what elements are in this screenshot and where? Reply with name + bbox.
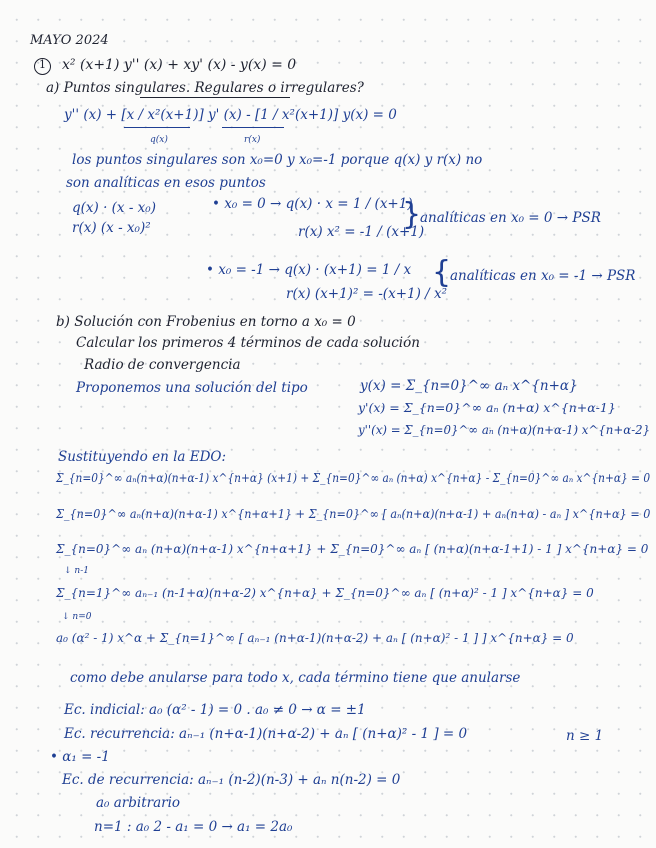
- label-r: r(x): [244, 135, 261, 145]
- x0-minus-one-line-1: • x₀ = -1 → q(x) · (x+1) = 1 / x: [206, 262, 412, 278]
- x0-zero-line-1: • x₀ = 0 → q(x) · x = 1 / (x+1): [212, 196, 413, 212]
- arbitrary-a0: a₀ arbitrario: [96, 795, 181, 811]
- part-b-heading: b) Solución con Frobenius en torno a x₀ = 0: [56, 314, 356, 330]
- proposal-text: Proponemos una solución del tipo: [76, 380, 308, 396]
- part-b-task-1: Calcular los primeros 4 términos de cada solución: [76, 335, 420, 351]
- x0-minus-one-line-2: r(x) (x+1)² = -(x+1) / x²: [286, 286, 448, 302]
- substitution-label: Sustituyendo en la EDO:: [58, 449, 227, 465]
- standard-form: y'' (x) + [x / x²(x+1)] y' (x) - [1 / x²(x+1)] y(x) = 0: [64, 107, 397, 123]
- brace-2: {: [432, 255, 452, 290]
- recurrence-case-equation: Ec. de recurrencia: aₙ₋₁ (n-2)(n-3) + aₙ n(n-2) = 0: [62, 772, 401, 788]
- derivation-step-1: Σ_{n=0}^∞ aₙ(n+α)(n+α-1) x^{n+α} (x+1) + Σ_{n=0}^∞ aₙ (n+α) x^{n+α} - Σ_{n=0}^∞ aₙ x^{n+α} = 0: [56, 471, 651, 485]
- ansatz-y-double-prime: y''(x) = Σ_{n=0}^∞ aₙ (n+α)(n+α-1) x^{n+α-2}: [358, 422, 651, 437]
- case-alpha: • α₁ = -1: [50, 749, 110, 765]
- part-b-task-2: Radio de convergencia: [84, 357, 241, 373]
- indicial-equation: Ec. indicial: a₀ (α² - 1) = 0 . a₀ ≠ 0 → α = ±1: [64, 702, 366, 718]
- q-underbrace: [124, 127, 190, 128]
- singular-points-sentence-1: los puntos singulares son x₀=0 y x₀=-1 porque q(x) y r(x) no: [72, 152, 483, 168]
- ansatz-y: y(x) = Σ_{n=0}^∞ aₙ x^{n+α}: [360, 378, 578, 394]
- part-a-question: a) Puntos singulares. Regulares o irregulares?: [46, 80, 364, 96]
- recurrence-condition: n ≥ 1: [566, 728, 604, 744]
- index-shift-2: ↓ n=0: [62, 612, 92, 622]
- x0-zero-conclusion: analíticas en x₀ = 0 → PSR: [420, 210, 601, 226]
- label-q: q(x): [150, 135, 168, 145]
- singular-points-sentence-2: son analíticas en esos puntos: [66, 175, 266, 191]
- derivation-step-4: Σ_{n=1}^∞ aₙ₋₁ (n-1+α)(n+α-2) x^{n+α} + Σ_{n=0}^∞ aₙ [ (n+α)² - 1 ] x^{n+α} = 0: [56, 586, 594, 600]
- differential-equation: x² (x+1) y'' (x) + xy' (x) - y(x) = 0: [62, 57, 297, 73]
- brace-1: }: [402, 197, 422, 232]
- x0-zero-line-2: r(x) x² = -1 / (x+1): [298, 224, 425, 240]
- recurrence-equation: Ec. recurrencia: aₙ₋₁ (n+α-1)(n+α-2) + aₙ [ (n+α)² - 1 ] = 0: [64, 726, 468, 742]
- derivation-step-5: a₀ (α² - 1) x^α + Σ_{n=1}^∞ [ aₙ₋₁ (n+α-1)(n+α-2) + aₙ [ (n+α)² - 1 ] ] x^{n+α} = 0: [56, 631, 574, 645]
- vanishing-reasoning: como debe anularse para todo x, cada término tiene que anularse: [70, 670, 521, 686]
- index-shift-1: ↓ n-1: [64, 566, 89, 576]
- derivation-step-2: Σ_{n=0}^∞ aₙ(n+α)(n+α-1) x^{n+α+1} + Σ_{n=0}^∞ [ aₙ(n+α)(n+α-1) + aₙ(n+α) - aₙ ] x^{n+α} = 0: [56, 507, 651, 521]
- def-r: r(x) (x - x₀)²: [72, 220, 151, 236]
- problem-number: 1: [39, 58, 46, 71]
- question-underline: [140, 97, 290, 98]
- derivation-step-3: Σ_{n=0}^∞ aₙ (n+α)(n+α-1) x^{n+α+1} + Σ_{n=0}^∞ aₙ [ (n+α)(n+α-1+1) - 1 ] x^{n+α} = 0: [56, 542, 649, 556]
- r-underbrace: [222, 127, 284, 128]
- def-q: q(x) · (x - x₀): [72, 200, 156, 216]
- x0-minus-one-conclusion: analíticas en x₀ = -1 → PSR: [450, 268, 636, 284]
- ansatz-y-prime: y'(x) = Σ_{n=0}^∞ aₙ (n+α) x^{n+α-1}: [358, 400, 616, 415]
- page-date: MAYO 2024: [30, 33, 109, 48]
- problem-number-badge: [34, 58, 51, 75]
- n1-result: n=1 : a₀ 2 - a₁ = 0 → a₁ = 2a₀: [94, 819, 293, 835]
